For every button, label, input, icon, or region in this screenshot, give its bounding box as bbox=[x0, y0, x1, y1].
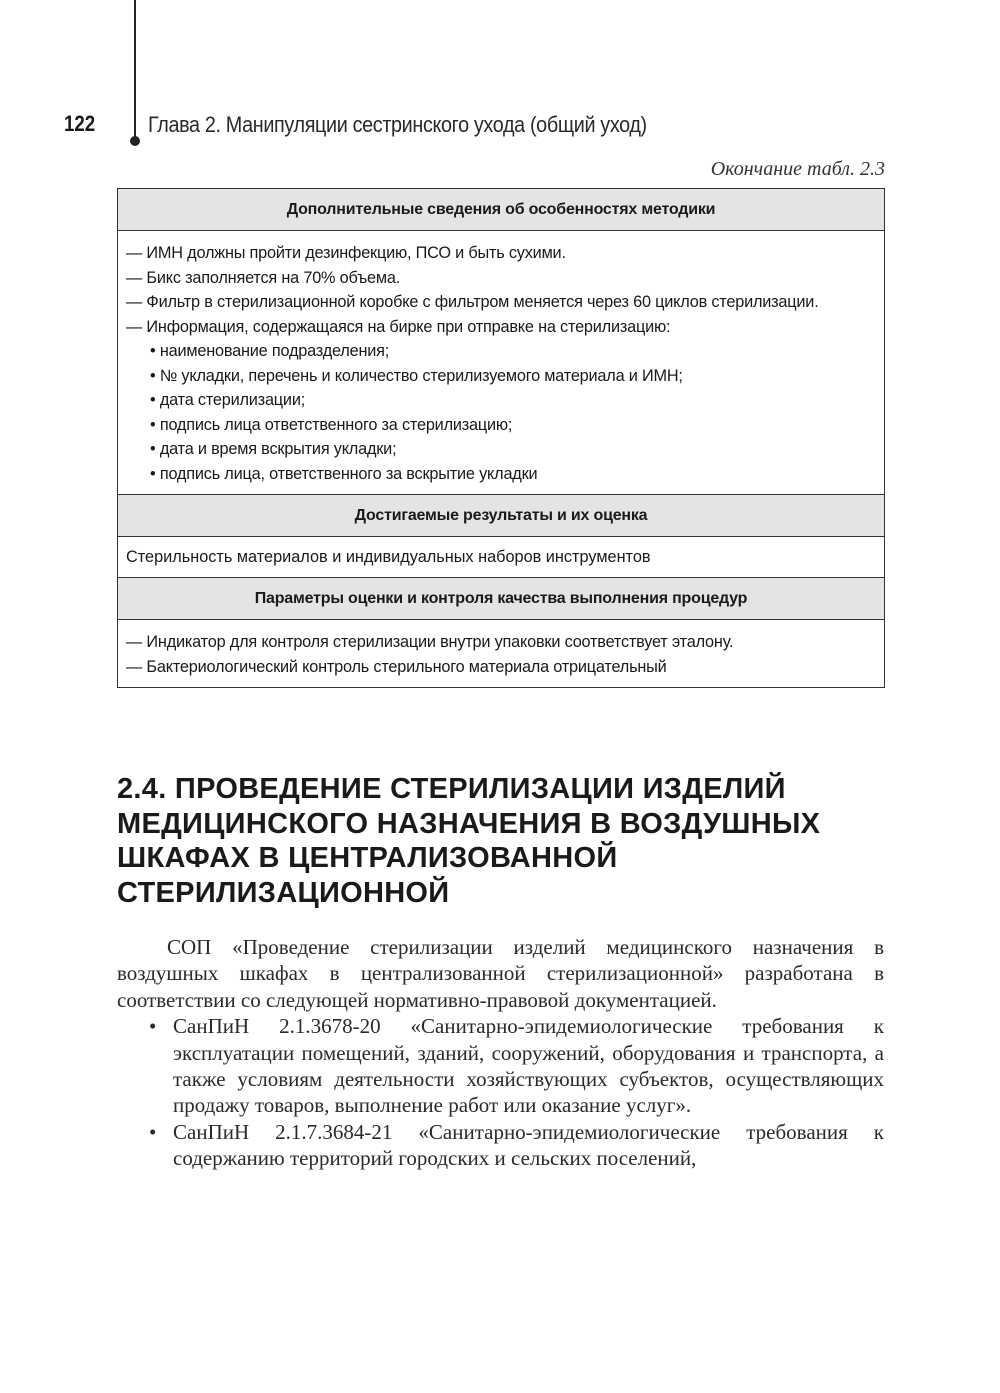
table-item: — Бикс заполняется на 70% объема. bbox=[126, 268, 401, 287]
table-subitem: • подпись лица, ответственного за вскрытие укладки bbox=[150, 464, 538, 483]
intro-paragraph: СОП «Проведение стерилизации изделий медицинского назначения в воздушных шкафах в централизованной стерилизационной» разработана в соответствии со следующей нормативно-правовой документацией. bbox=[117, 935, 884, 1012]
table-section-header: Дополнительные сведения об особенностях методики bbox=[118, 189, 885, 231]
regulation-list bbox=[117, 1013, 884, 1171]
list-item: • СанПиН 2.1.3678-20 «Санитарно-эпидемиологические требования к эксплуатации помещений, зданий, сооружений, оборудования и транспорта, а также условиям деятельности хозяйствующих субъектов, осуществляющих продажу товаров, выполнение работ или оказание услуг». bbox=[173, 1013, 884, 1119]
table-subitem: • подпись лица ответственного за стерилизацию; bbox=[150, 415, 513, 434]
list-item: • СанПиН 2.1.7.3684-21 «Санитарно-эпидемиологические требования к содержанию территорий городских и сельских поселений, bbox=[173, 1119, 884, 1172]
methodology-table bbox=[117, 188, 885, 688]
header-rule bbox=[134, 0, 136, 140]
table-section-header: Параметры оценки и контроля качества выполнения процедур bbox=[118, 578, 885, 620]
section-heading: 2.4. ПРОВЕДЕНИЕ СТЕРИЛИЗАЦИИ ИЗДЕЛИЙ МЕДИЦИНСКОГО НАЗНАЧЕНИЯ В ВОЗДУШНЫХ ШКАФАХ В ЦЕНТРАЛИЗОВАННОЙ СТЕРИЛИЗАЦИОННОЙ bbox=[117, 773, 821, 909]
chapter-title: Глава 2. Манипуляции сестринского ухода (общий уход) bbox=[148, 112, 647, 137]
table-subitem: • дата стерилизации; bbox=[150, 391, 306, 409]
body-text bbox=[117, 934, 884, 1172]
table-item: — ИМН должны пройти дезинфекцию, ПСО и быть сухими. bbox=[126, 244, 566, 262]
table-section-body bbox=[118, 231, 885, 495]
table-subitem: • наименование подразделения; bbox=[150, 342, 390, 360]
table-item: — Бактериологический контроль стерильного материала отрицательный bbox=[126, 657, 667, 676]
table-item: — Информация, содержащаяся на бирке при отправке на стерилизацию: bbox=[126, 317, 671, 336]
table-subitem: • дата и время вскрытия укладки; bbox=[150, 440, 397, 458]
page-number: 122 bbox=[64, 111, 96, 136]
table-item: — Фильтр в стерилизационной коробке с фильтром меняется через 60 циклов стерилизации. bbox=[126, 293, 819, 311]
table-section-body bbox=[118, 620, 885, 688]
table-section-body: Стерильность материалов и индивидуальных наборов инструментов bbox=[118, 537, 885, 578]
table-subitem: • № укладки, перечень и количество стерилизуемого материала и ИМН; bbox=[150, 366, 683, 385]
header-dot bbox=[130, 136, 140, 146]
table-section-header: Достигаемые результаты и их оценка bbox=[118, 495, 885, 537]
table-item: — Индикатор для контроля стерилизации внутри упаковки соответствует эталону. bbox=[126, 633, 734, 651]
table-caption: Окончание табл. 2.3 bbox=[710, 158, 885, 180]
